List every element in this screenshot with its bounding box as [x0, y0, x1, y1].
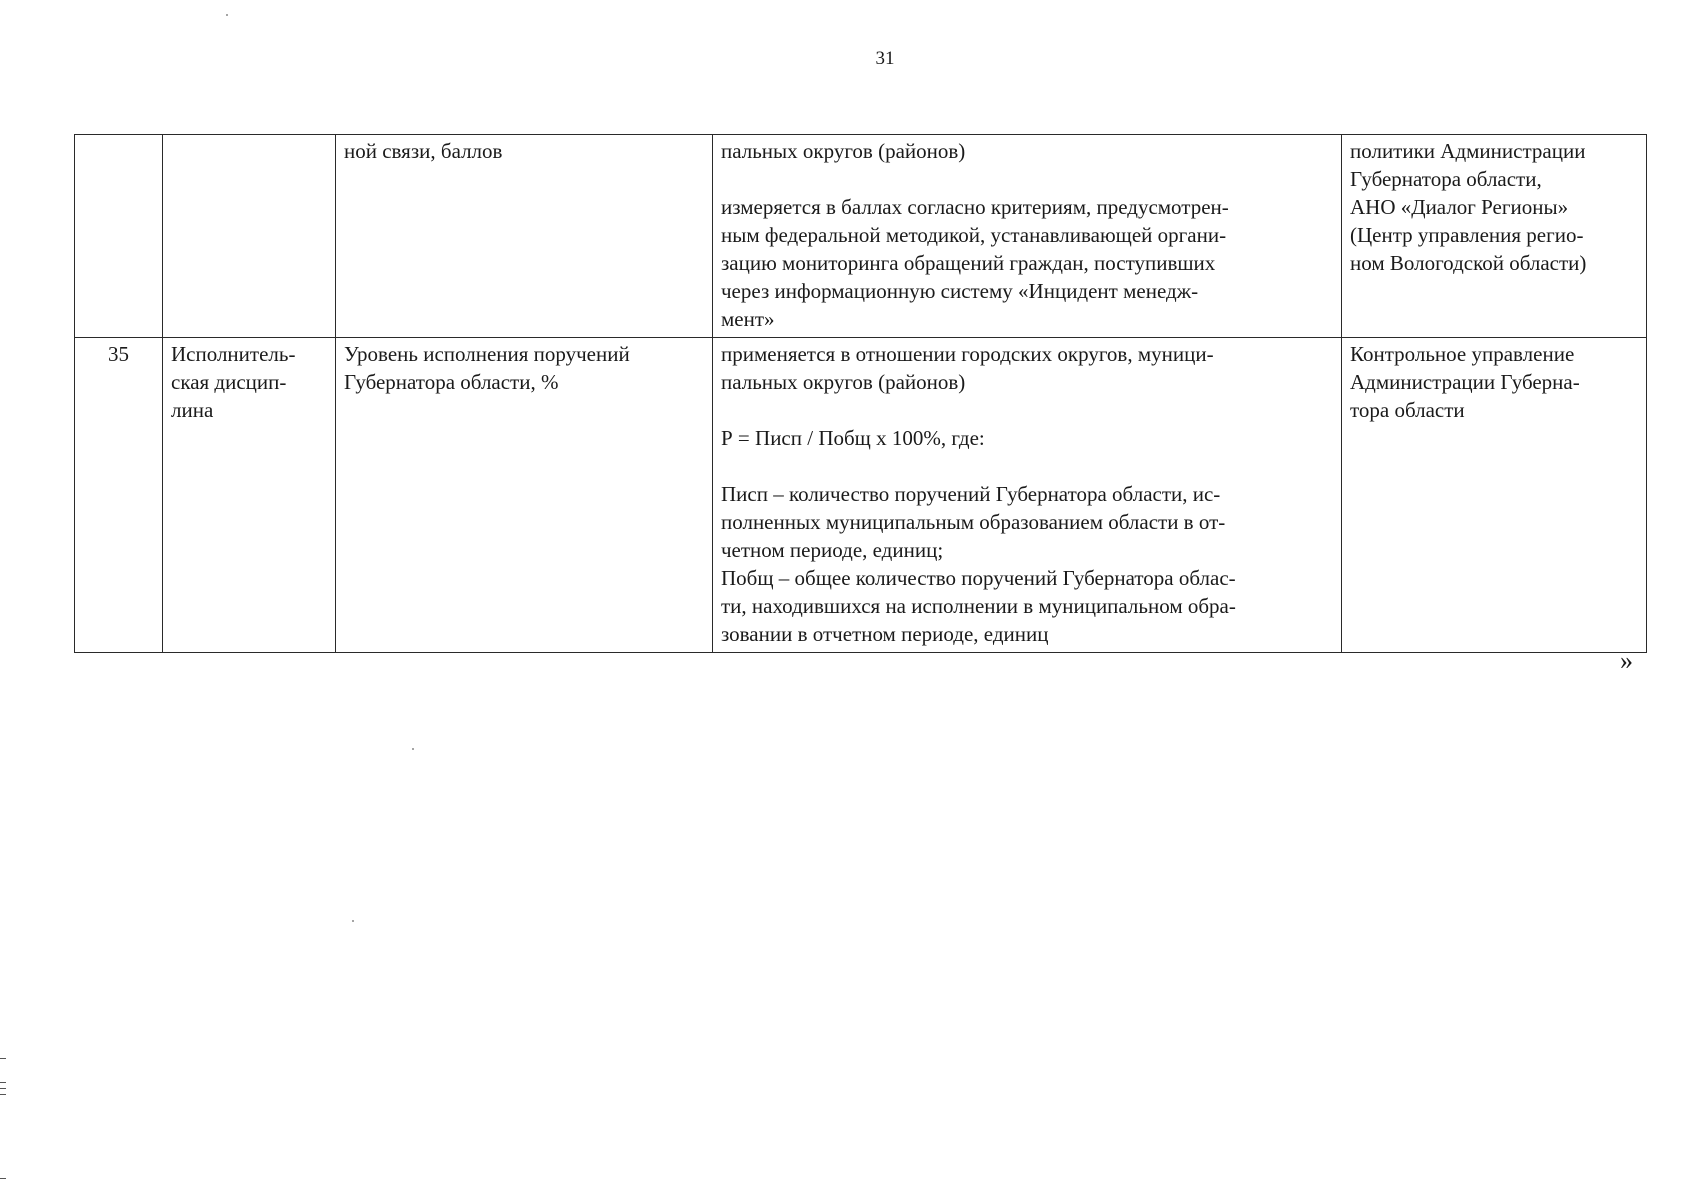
cell-method: пальных округов (районов) измеряется в баллах согласно критериям, предусмотрен- ным федеральной методикой, устанавливающей органи- зацию мониторинга обращений граждан, поступивших через информационную систему «Инцидент менедж- мент» [713, 135, 1342, 338]
cell-area: Исполнитель- ская дисцип- лина [163, 338, 336, 653]
cell-responsible: политики Администрации Губернатора области, АНО «Диалог Регионы» (Центр управления регио- ном Вологодской области) [1342, 135, 1647, 338]
scan-speck [226, 14, 228, 16]
cell-indicator: Уровень исполнения поручений Губернатора области, % [336, 338, 713, 653]
indicators-table [74, 134, 1647, 653]
scan-speck [412, 748, 414, 750]
cell-indicator: ной связи, баллов [336, 135, 713, 338]
scan-margin-mark [0, 1094, 6, 1095]
scan-margin-mark [0, 1088, 6, 1089]
cell-method: применяется в отношении городских округов, муници- пальных округов (районов) Р = Писп / Побщ х 100%, где: Писп – количество поручений Губернатора области, ис- полненных муниципальным образованием области в от- четном периоде, единиц; Побщ – общее количество поручений Губернатора облас- ти, находившихся на исполнении в муниципальном обра- зовании в отчетном периоде, единиц [713, 338, 1342, 653]
cell-responsible: Контрольное управление Администрации Губерна- тора области [1342, 338, 1647, 653]
scan-margin-mark [0, 1058, 6, 1059]
page-number: 31 [875, 48, 895, 69]
table-row [75, 135, 1647, 338]
scan-speck [352, 920, 354, 922]
closing-quote: » [1620, 646, 1633, 675]
cell-row-number: 35 [75, 338, 163, 653]
scan-margin-mark [0, 1082, 6, 1083]
cell-row-number [75, 135, 163, 338]
cell-area [163, 135, 336, 338]
table-row [75, 338, 1647, 653]
scan-margin-mark [0, 1178, 6, 1179]
